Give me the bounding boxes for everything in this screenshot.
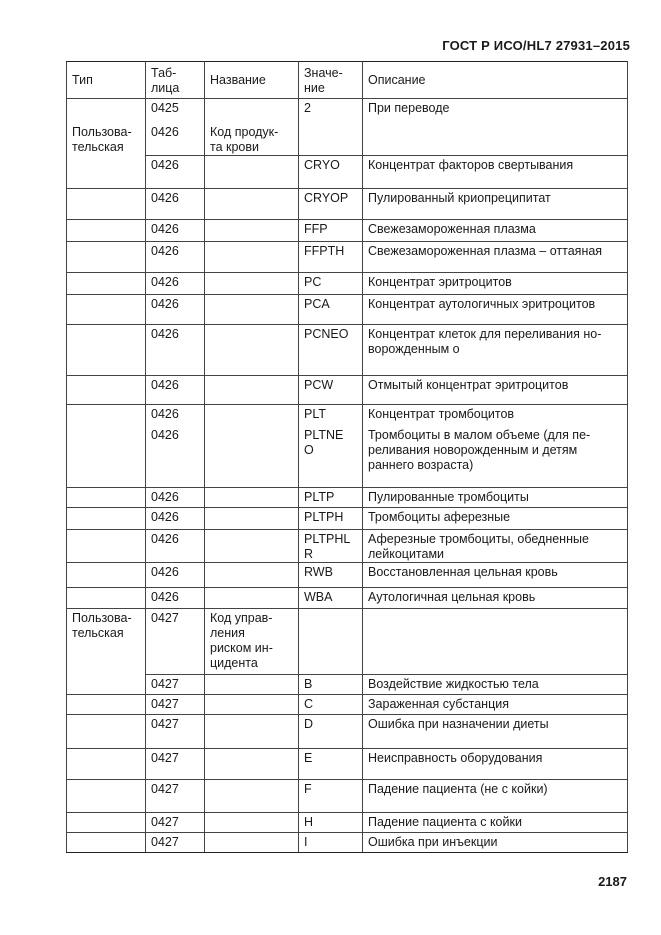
- cell-type: [67, 748, 146, 779]
- cell-table: 0426: [146, 404, 205, 426]
- cell-name: [205, 812, 299, 832]
- cell-value: CRYO: [299, 155, 363, 188]
- cell-type: [67, 272, 146, 294]
- cell-name: [205, 272, 299, 294]
- cell-name: [205, 375, 299, 404]
- cell-type: [67, 587, 146, 608]
- cell-table: 0425: [146, 99, 205, 123]
- table-row: [67, 779, 628, 812]
- cell-table: 0426: [146, 507, 205, 529]
- table-row: [67, 123, 628, 156]
- table-row: [67, 694, 628, 714]
- cell-description: Пулированный криопреципитат: [363, 188, 628, 219]
- table-row: [67, 272, 628, 294]
- cell-type: [67, 99, 146, 123]
- cell-description: [363, 608, 628, 674]
- cell-value: PLTP: [299, 487, 363, 507]
- cell-name: [205, 487, 299, 507]
- cell-description: [363, 123, 628, 156]
- cell-value: WBA: [299, 587, 363, 608]
- cell-value: PC: [299, 272, 363, 294]
- cell-description: Тромбоциты в малом объеме (для пе- реливания новорожденным и детям раннего возраста): [363, 426, 628, 487]
- cell-type: [67, 375, 146, 404]
- cell-value: PLT: [299, 404, 363, 426]
- cell-type: [67, 241, 146, 272]
- cell-description: Восстановленная цельная кровь: [363, 562, 628, 587]
- cell-table: 0426: [146, 375, 205, 404]
- cell-type: [67, 529, 146, 562]
- cell-description: Отмытый концентрат эритроцитов: [363, 375, 628, 404]
- table-row: [67, 608, 628, 674]
- cell-table: 0427: [146, 694, 205, 714]
- cell-description: Концентрат факторов свертывания: [363, 155, 628, 188]
- cell-type: [67, 562, 146, 587]
- cell-name: [205, 294, 299, 324]
- cell-value: PCNEO: [299, 324, 363, 375]
- cell-type: Пользова- тельская: [67, 123, 146, 156]
- cell-type: [67, 426, 146, 487]
- cell-type: [67, 188, 146, 219]
- cell-type: [67, 714, 146, 748]
- cell-value: [299, 123, 363, 156]
- table-row: [67, 562, 628, 587]
- document-header: ГОСТ Р ИСО/HL7 27931–2015: [442, 38, 630, 53]
- code-table: [66, 61, 628, 853]
- cell-description: При переводе: [363, 99, 628, 123]
- cell-table: 0426: [146, 241, 205, 272]
- cell-table: 0426: [146, 587, 205, 608]
- cell-table: 0427: [146, 674, 205, 694]
- cell-description: Концентрат тромбоцитов: [363, 404, 628, 426]
- table-row: [67, 426, 628, 487]
- table-row: [67, 748, 628, 779]
- cell-description: Падение пациента (не с койки): [363, 779, 628, 812]
- cell-description: Свежезамороженная плазма: [363, 219, 628, 241]
- cell-table: 0426: [146, 219, 205, 241]
- cell-name: [205, 694, 299, 714]
- table-row: [67, 219, 628, 241]
- cell-name: Код продук- та крови: [205, 123, 299, 156]
- cell-description: Падение пациента с койки: [363, 812, 628, 832]
- cell-value: FFPTH: [299, 241, 363, 272]
- cell-type: [67, 812, 146, 832]
- cell-description: Ошибка при назначении диеты: [363, 714, 628, 748]
- cell-table: 0426: [146, 123, 205, 156]
- cell-name: Код управ- ления риском ин- цидента: [205, 608, 299, 674]
- cell-name: [205, 779, 299, 812]
- cell-table: 0427: [146, 748, 205, 779]
- cell-type: [67, 674, 146, 694]
- cell-table: 0426: [146, 426, 205, 487]
- cell-description: Концентрат клеток для переливания но- ворожденным о: [363, 324, 628, 375]
- table-row: [67, 832, 628, 852]
- column-header-description: Описание: [363, 62, 628, 99]
- cell-description: Концентрат эритроцитов: [363, 272, 628, 294]
- cell-value: RWB: [299, 562, 363, 587]
- cell-name: [205, 188, 299, 219]
- cell-name: [205, 404, 299, 426]
- cell-table: 0426: [146, 324, 205, 375]
- cell-name: [205, 426, 299, 487]
- table-row: [67, 188, 628, 219]
- cell-description: Свежезамороженная плазма – оттаяная: [363, 241, 628, 272]
- cell-value: I: [299, 832, 363, 852]
- cell-value: CRYOP: [299, 188, 363, 219]
- cell-name: [205, 241, 299, 272]
- cell-table: 0426: [146, 188, 205, 219]
- table-header-row: [67, 62, 628, 99]
- cell-name: [205, 587, 299, 608]
- cell-table: 0426: [146, 529, 205, 562]
- cell-type: Пользова- тельская: [67, 608, 146, 674]
- table-row: [67, 507, 628, 529]
- table-row: [67, 487, 628, 507]
- cell-value: E: [299, 748, 363, 779]
- cell-type: [67, 404, 146, 426]
- table-row: [67, 155, 628, 188]
- cell-name: [205, 832, 299, 852]
- cell-table: 0427: [146, 812, 205, 832]
- cell-description: Зараженная субстанция: [363, 694, 628, 714]
- cell-description: Пулированные тромбоциты: [363, 487, 628, 507]
- cell-name: [205, 529, 299, 562]
- cell-description: Воздействие жидкостью тела: [363, 674, 628, 694]
- cell-description: Аутологичная цельная кровь: [363, 587, 628, 608]
- table-row: [67, 99, 628, 123]
- cell-description: Концентрат аутологичных эритроцитов: [363, 294, 628, 324]
- cell-table: 0426: [146, 272, 205, 294]
- cell-table: 0426: [146, 294, 205, 324]
- table-row: [67, 529, 628, 562]
- table-row: [67, 812, 628, 832]
- cell-name: [205, 324, 299, 375]
- cell-type: [67, 294, 146, 324]
- cell-table: 0427: [146, 714, 205, 748]
- cell-type: [67, 507, 146, 529]
- cell-name: [205, 155, 299, 188]
- table-row: [67, 324, 628, 375]
- cell-table: 0426: [146, 562, 205, 587]
- cell-description: Аферезные тромбоциты, обедненные лейкоцитами: [363, 529, 628, 562]
- cell-description: Ошибка при инъекции: [363, 832, 628, 852]
- cell-value: [299, 608, 363, 674]
- page-number: 2187: [598, 874, 627, 889]
- table-row: [67, 587, 628, 608]
- cell-description: Неисправность оборудования: [363, 748, 628, 779]
- cell-type: [67, 694, 146, 714]
- cell-type: [67, 779, 146, 812]
- cell-value: PLTPH: [299, 507, 363, 529]
- cell-value: PLTPHL R: [299, 529, 363, 562]
- table-row: [67, 674, 628, 694]
- cell-type: [67, 324, 146, 375]
- cell-table: 0427: [146, 608, 205, 674]
- cell-description: Тромбоциты аферезные: [363, 507, 628, 529]
- cell-table: 0427: [146, 779, 205, 812]
- cell-type: [67, 155, 146, 188]
- cell-value: PLTNE O: [299, 426, 363, 487]
- cell-name: [205, 562, 299, 587]
- column-header-name: Название: [205, 62, 299, 99]
- table-row: [67, 375, 628, 404]
- cell-name: [205, 748, 299, 779]
- column-header-value: Значе- ние: [299, 62, 363, 99]
- table-row: [67, 714, 628, 748]
- cell-value: C: [299, 694, 363, 714]
- cell-value: B: [299, 674, 363, 694]
- cell-type: [67, 832, 146, 852]
- table-row: [67, 294, 628, 324]
- cell-value: H: [299, 812, 363, 832]
- cell-value: D: [299, 714, 363, 748]
- cell-type: [67, 219, 146, 241]
- cell-table: 0426: [146, 487, 205, 507]
- cell-value: PCW: [299, 375, 363, 404]
- cell-name: [205, 507, 299, 529]
- cell-name: [205, 219, 299, 241]
- cell-value: F: [299, 779, 363, 812]
- cell-value: 2: [299, 99, 363, 123]
- cell-value: PCA: [299, 294, 363, 324]
- cell-value: FFP: [299, 219, 363, 241]
- cell-name: [205, 714, 299, 748]
- cell-name: [205, 674, 299, 694]
- column-header-table: Таб- лица: [146, 62, 205, 99]
- column-header-type: Тип: [67, 62, 146, 99]
- cell-name: [205, 99, 299, 123]
- table-row: [67, 241, 628, 272]
- table-row: [67, 404, 628, 426]
- cell-table: 0427: [146, 832, 205, 852]
- cell-type: [67, 487, 146, 507]
- cell-table: 0426: [146, 155, 205, 188]
